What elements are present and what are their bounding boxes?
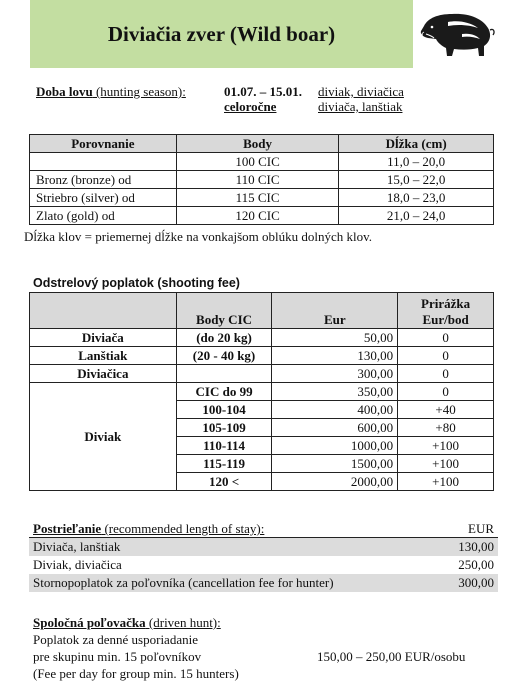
table-cell: 50,00	[272, 329, 398, 347]
page-title: Diviačia zver (Wild boar)	[107, 22, 336, 46]
season-animals: diviača, lanštiak	[318, 99, 403, 114]
column-header: Prirážka Eur/bod	[398, 293, 494, 329]
table-cell: CIC do 99	[176, 383, 272, 401]
driven-hunt-line: pre skupinu min. 15 poľovníkov	[33, 649, 202, 664]
table-cell: +100	[398, 455, 494, 473]
driven-hunt-section	[33, 614, 503, 682]
table-cell: +100	[398, 473, 494, 491]
column-header: Body	[176, 135, 339, 153]
table-cell: 15,0 – 22,0	[339, 171, 494, 189]
table-row	[30, 153, 494, 171]
row-label: Diviačica	[30, 365, 177, 383]
table-row	[30, 189, 494, 207]
table-cell: 350,00	[272, 383, 398, 401]
table-cell: 0	[398, 347, 494, 365]
table-cell: Bronz (bronze) od	[30, 171, 177, 189]
shooting-fee-table	[29, 292, 494, 491]
table-cell	[176, 365, 272, 383]
table-row	[30, 207, 494, 225]
list-item	[29, 538, 498, 556]
trophy-comparison-table	[29, 134, 494, 225]
table-cell: 110-114	[176, 437, 272, 455]
table-cell: 600,00	[272, 419, 398, 437]
table-cell: +100	[398, 437, 494, 455]
column-header: Body CIC	[176, 293, 272, 329]
title-banner	[30, 0, 413, 68]
table-cell: 18,0 – 23,0	[339, 189, 494, 207]
table-row	[30, 383, 494, 401]
table-cell: Striebro (silver) od	[30, 189, 177, 207]
table-cell: 115 CIC	[176, 189, 339, 207]
driven-hunt-label: Spoločná poľovačka (driven hunt):	[33, 615, 221, 630]
table-header-row	[30, 293, 494, 329]
table-cell: (do 20 kg)	[176, 329, 272, 347]
season-period: celoročne	[224, 99, 277, 114]
table-cell: 11,0 – 20,0	[339, 153, 494, 171]
table-cell: 100-104	[176, 401, 272, 419]
table-cell: 300,00	[272, 365, 398, 383]
list-item	[29, 556, 498, 574]
table-cell	[30, 153, 177, 171]
table-cell: 0	[398, 383, 494, 401]
table-cell: 0	[398, 329, 494, 347]
item-label: Stornopoplatok za poľovníka (cancellation fee for hunter)	[33, 575, 334, 590]
stay-header	[29, 520, 498, 538]
row-label: Diviača	[30, 329, 177, 347]
stay-label: Postrieľanie (recommended length of stay):	[33, 521, 265, 536]
column-header	[30, 293, 177, 329]
table-cell: +80	[398, 419, 494, 437]
table-cell: 1500,00	[272, 455, 398, 473]
wild-boar-image	[418, 8, 496, 60]
table-cell: 130,00	[272, 347, 398, 365]
list-item	[29, 574, 498, 592]
column-header: Eur	[272, 293, 398, 329]
table-cell: 120 <	[176, 473, 272, 491]
driven-hunt-price: 150,00 – 250,00 EUR/osobu	[317, 649, 466, 664]
season-period: 01.07. – 15.01.	[224, 84, 302, 99]
shooting-fee-title: Odstrelový poplatok (shooting fee)	[33, 276, 240, 290]
column-header: Porovnanie	[30, 135, 177, 153]
table-row	[30, 171, 494, 189]
driven-hunt-price-row	[33, 648, 503, 665]
currency-label: EUR	[468, 521, 494, 536]
row-label: Lanštiak	[30, 347, 177, 365]
item-price: 250,00	[458, 557, 494, 572]
driven-hunt-line: (Fee per day for group min. 15 hunters)	[33, 666, 239, 681]
column-header: Dĺžka (cm)	[339, 135, 494, 153]
season-label: Doba lovu (hunting season):	[36, 84, 186, 99]
item-label: Diviak, diviačica	[33, 557, 122, 572]
hunting-season	[36, 84, 506, 114]
season-row	[36, 99, 506, 114]
season-row	[36, 84, 506, 99]
item-price: 300,00	[458, 575, 494, 590]
item-price: 130,00	[458, 539, 494, 554]
table-row	[30, 347, 494, 365]
table-cell: 21,0 – 24,0	[339, 207, 494, 225]
table-cell: 100 CIC	[176, 153, 339, 171]
table-cell: 2000,00	[272, 473, 398, 491]
tusk-length-note: Dĺžka klov = priemernej dĺžke na vonkajšom oblúku dolných klov.	[24, 229, 373, 244]
table-cell: 120 CIC	[176, 207, 339, 225]
table-cell: (20 - 40 kg)	[176, 347, 272, 365]
table-row	[30, 365, 494, 383]
table-cell: 0	[398, 365, 494, 383]
table-header-row	[30, 135, 494, 153]
table-cell: 1000,00	[272, 437, 398, 455]
driven-hunt-line: Poplatok za denné usporiadanie	[33, 632, 198, 647]
item-label: Diviača, lanštiak	[33, 539, 121, 554]
table-cell: 110 CIC	[176, 171, 339, 189]
table-cell: 115-119	[176, 455, 272, 473]
table-cell: 105-109	[176, 419, 272, 437]
row-label: Diviak	[30, 383, 177, 491]
table-cell: Zlato (gold) od	[30, 207, 177, 225]
table-row	[30, 329, 494, 347]
table-cell: 400,00	[272, 401, 398, 419]
season-animals: diviak, diviačica	[318, 84, 404, 99]
table-cell: +40	[398, 401, 494, 419]
stay-section	[29, 520, 498, 592]
